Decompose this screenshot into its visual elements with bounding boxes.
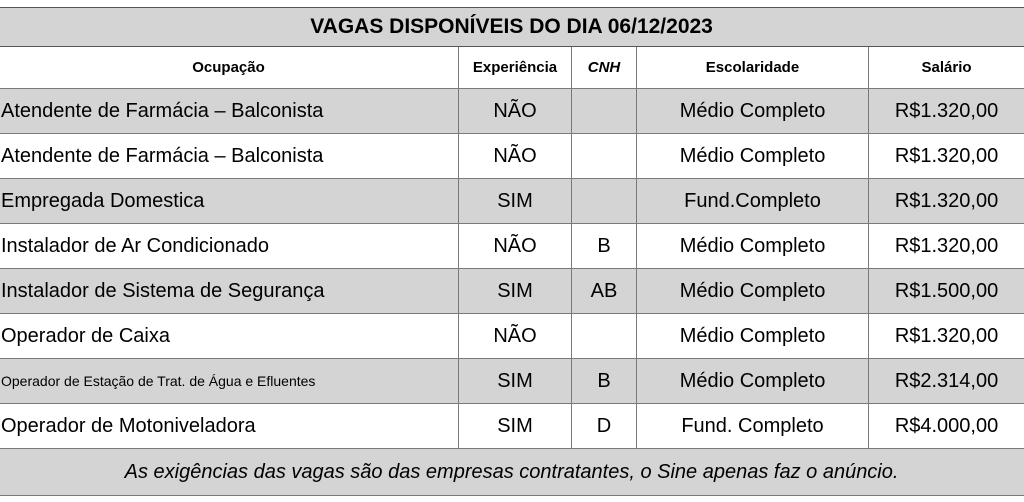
column-header-salario: Salário	[869, 47, 1024, 89]
table-row	[0, 89, 1024, 134]
column-header-ocupacao: Ocupação	[0, 47, 459, 89]
column-header-escolaridade: Escolaridade	[637, 47, 869, 89]
occupation-text: Operador de Motoniveladora	[0, 415, 256, 438]
cell-escolaridade: Médio Completo	[637, 314, 869, 359]
footer-note: As exigências das vagas são das empresas contratantes, o Sine apenas faz o anúncio.	[0, 449, 1024, 496]
table-row	[0, 269, 1024, 314]
cell-escolaridade: Médio Completo	[637, 134, 869, 179]
occupation-text: Atendente de Farmácia – Balconista	[0, 100, 323, 123]
cell-salario: R$1.500,00	[869, 269, 1024, 314]
cell-cnh	[572, 89, 637, 134]
cell-experiencia: SIM	[459, 404, 572, 449]
cell-cnh	[572, 134, 637, 179]
occupation-text: Instalador de Ar Condicionado	[0, 235, 269, 258]
cell-salario: R$1.320,00	[869, 314, 1024, 359]
cell-escolaridade: Médio Completo	[637, 89, 869, 134]
cell-cnh	[572, 179, 637, 224]
cell-ocupacao	[0, 224, 459, 269]
cell-experiencia: SIM	[459, 359, 572, 404]
cell-ocupacao	[0, 134, 459, 179]
cell-escolaridade: Médio Completo	[637, 269, 869, 314]
cell-escolaridade: Fund. Completo	[637, 404, 869, 449]
title-row	[0, 8, 1024, 47]
cell-ocupacao	[0, 359, 459, 404]
cell-experiencia: NÃO	[459, 134, 572, 179]
cell-cnh: B	[572, 359, 637, 404]
occupation-text: Empregada Domestica	[0, 190, 204, 213]
cell-escolaridade: Médio Completo	[637, 224, 869, 269]
footer-row	[0, 449, 1024, 496]
cell-salario: R$4.000,00	[869, 404, 1024, 449]
occupation-text: Operador de Caixa	[0, 325, 170, 348]
table-row	[0, 314, 1024, 359]
cell-ocupacao	[0, 269, 459, 314]
cell-experiencia: SIM	[459, 269, 572, 314]
column-header-experiencia: Experiência	[459, 47, 572, 89]
table-row	[0, 179, 1024, 224]
cell-salario: R$1.320,00	[869, 224, 1024, 269]
cell-experiencia: NÃO	[459, 314, 572, 359]
cell-escolaridade: Fund.Completo	[637, 179, 869, 224]
occupation-text: Operador de Estação de Trat. de Água e Efluentes	[0, 373, 315, 389]
cell-salario: R$1.320,00	[869, 89, 1024, 134]
cell-cnh: D	[572, 404, 637, 449]
column-header-cnh: CNH	[572, 47, 637, 89]
cell-salario: R$1.320,00	[869, 179, 1024, 224]
table-row	[0, 224, 1024, 269]
table-row	[0, 134, 1024, 179]
cell-cnh: B	[572, 224, 637, 269]
cell-ocupacao	[0, 179, 459, 224]
cell-cnh: AB	[572, 269, 637, 314]
cell-escolaridade: Médio Completo	[637, 359, 869, 404]
table-row	[0, 359, 1024, 404]
cell-experiencia: NÃO	[459, 89, 572, 134]
cell-ocupacao	[0, 404, 459, 449]
cell-salario: R$1.320,00	[869, 134, 1024, 179]
job-vacancies-table	[0, 7, 1024, 496]
cell-experiencia: SIM	[459, 179, 572, 224]
cell-ocupacao	[0, 314, 459, 359]
table-title: VAGAS DISPONÍVEIS DO DIA 06/12/2023	[0, 8, 1024, 47]
header-row	[0, 47, 1024, 89]
cell-salario: R$2.314,00	[869, 359, 1024, 404]
occupation-text: Atendente de Farmácia – Balconista	[0, 145, 323, 168]
table-row	[0, 404, 1024, 449]
cell-cnh	[572, 314, 637, 359]
occupation-text: Instalador de Sistema de Segurança	[0, 280, 325, 303]
cell-experiencia: NÃO	[459, 224, 572, 269]
cell-ocupacao	[0, 89, 459, 134]
